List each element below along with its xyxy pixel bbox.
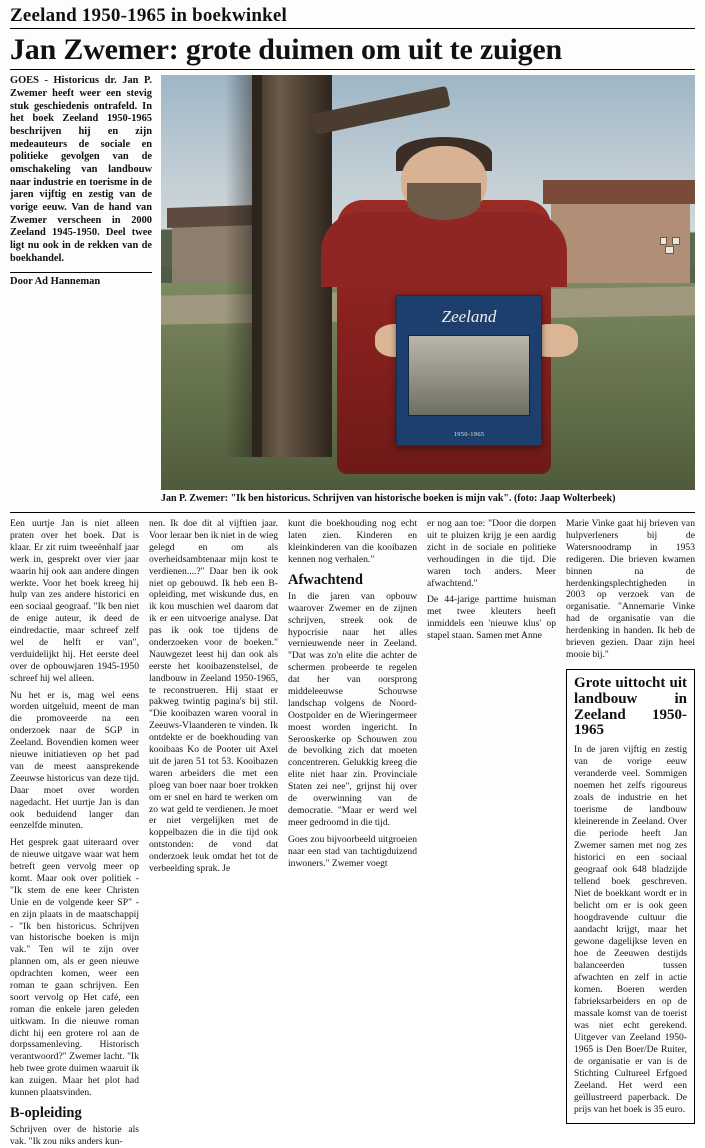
article-body	[10, 512, 695, 1148]
sidebar-box	[566, 669, 695, 1124]
kicker-text: Zeeland 1950-1965 in boekwinkel	[10, 5, 287, 26]
body-column-1	[10, 518, 139, 1148]
book-subtitle-text: 1950-1965	[453, 430, 485, 438]
paragraph: In die jaren van opbouw waarover Zwemer en de zijnen schrijven, streek ook de hypocrisie naar het alles vernieuwende neer in Zeeland. "Dat was zo'n elite die achter de schermen probeerde te regelen dat her van oorsprong middeleeuwse Schouwse landschap volgens de Noord-Oostpolder en de Wieringermeer moest worden ingericht. In Serooskerke op Schouwen zou de bevolking zich dat moeten concentreren. Gelukkig kreeg die elite niet haar zin. Provinciale Staten zei nee", grijnst hij over de overwinning van de democratie. "Maar er werd wel meer gedroomd in die tijd.	[288, 590, 417, 828]
paragraph: Het gesprek gaat uiteraard over de nieuwe uitgave waar wat hem betreft geen vervolg meer op komt. Maar ook over politiek - "Ik stem de ene keer Christen Unie en de volgende keer SP" - en zijn plaats in de maatschappij - "Ik ben historicus. Schrijven van historische boeken is mijn vak." Ten wil te zijn over plannen om, als er geen nieuwe opdrachten komen, weer een roman te gaan schrijven. Een soort vervolg op Het café, een roman die enkele jaren geleden uitkwam. In die nieuwe roman dicht hij een grotere rol aan de dorpssamenleving. Historisch verantwoord?" Zwemer lacht. "Ik heb twee grote duimen waaruit ik kan zuigen. Maar het plot had kunnen plaatsvinden.	[10, 837, 139, 1098]
sidebar-title: Grote uittocht uit landbouw in Zeeland 1950-1965	[574, 674, 687, 739]
photo-window	[660, 237, 668, 245]
paragraph: De 44-jarige parttime huisman met twee kleuters heeft inmiddels een 'nieuwe klus' op stapel staan. Samen met Anne	[427, 594, 556, 642]
photo-subject-shoulders	[321, 212, 567, 287]
photo-caption: Jan P. Zwemer: "Ik ben historicus. Schrijven van historische boeken is mijn vak". (foto: Jaap Wolterbeek)	[161, 493, 616, 505]
article-top-block	[10, 75, 695, 505]
photo-window	[665, 246, 674, 254]
subheading-b-opleiding: B-opleiding	[10, 1104, 82, 1121]
sidebar-text: In de jaren vijftig en zestig van de vorige eeuw veranderde veel. Sommigen noemen het zelfs rigoureus zoals de industrie en het toerisme de landbouw kleinerende in Zeeland. Over die periode heeft Jan Zwemer samen met nog zes historici en een sociaal geograaf ook 648 bladzijde tellend boek geschreven. Niet de boekkant wordt er in belicht om er is ook geen hoogdravende cultuur die aandacht krijgt, maar het gewone dagelijkse leven en hoe de Zeeuwen destijds balanceerden tussen afwachten en zelf in actie komen. Boeren werden fabrieksarbeiders en op de massale komst van de toerist was niet echt gerekend. Uitgever van Zeeland 1950-1965 is Den Boer/De Ruiter, de organisatie er van is de Stichting Cultureel Erfgoed Zeeland. Het werd een geïllustreerd paperback. De prijs van het boek is 35 euro.	[574, 744, 687, 1115]
photo-window	[672, 237, 680, 245]
page-title: Jan Zwemer: grote duimen om uit te zuigen	[10, 32, 563, 66]
body-column-5	[566, 518, 695, 1148]
article-photo	[161, 75, 695, 490]
photo-tree-shadow	[225, 75, 262, 457]
paragraph: nen. Ik doe dit al vijftien jaar. Voor leraar ben ik niet in de wieg gelegd en om als overheidsambtenaar mijn kost te verdienen....?" Daar ben ik ook niet op gebouwd. Ik heb een B-opleiding, met wiskunde dus, en ik kou muschien wel daarom dat ik er een uitvoerige analyse. Dat pas ik ook toe tijdens de onderzoeken voor de boeken." Nauwgezet leest hij dan ook als eerste het kooibazenstelsel, de landbouw in Zeeland 1950-1965, te reconstrueren. Hij staat er pakweg twintig pagina's bij stil. "Die kooibazen waren vooral in Zeeuws-Vlaanderen te vinden. Ik ontdekte er de boekhouding van kooibaas Ko de Pooter uit Axel uit de jaren 51 tot 53. Kooibazen waren arbeiders die met een ploeg van boer naar boer trokken om er snel en hard te werken om zo wat geld te verdienen. Je moet er niet vergelijken met de koppelbazen die in die tijd ook ontstonden: de vond dat onderzoek leuk omdat het tot de verbeelding sprak. Je	[149, 518, 278, 874]
body-column-3	[288, 518, 417, 1148]
paragraph: Marie Vinke gaat hij brieven van hulpverleners bij de Watersnoodramp in 1953 redigeren. Die brieven kwamen binnen na de herdenkingsplechtigheden in 2003 op verzoek van de organisatie. "Annemarie Vinke had de organisatie van die herdenking in handen. Ik heb de brieven gezien. Daar zijn heel mooie bij."	[566, 518, 695, 660]
subheading-afwachtend: Afwachtend	[288, 571, 363, 588]
book-cover-image	[408, 335, 529, 416]
paragraph: kunt die boekhouding nog echt laten zien. Kinderen en kleinkinderen van die kooibazen kennen nog verhalen."	[288, 518, 417, 565]
intro-lead: GOES - Historicus dr. Jan P. Zwemer heeft weer een stevig stuk geschiedenis ontrafeld. In het boek Zeeland 1950-1965 beschrijven hij en zijn medeauteurs de sociale en politieke gevolgen van de omschakeling van landbouw naar industrie en toerisme in de jaren vijftig en zestig van de vorige eeuw. Van de hand van Zwemer verscheen in 2000 Zeeland 1945-1950. Deel twee ligt nu ook in de rekken van de boekhandel.	[10, 75, 152, 264]
body-column-2	[149, 518, 278, 1148]
paragraph: Nu het er is, mag wel eens worden uitgeluid, meent de man die promoveerde na een onderzoek naar de SGP in Zeeland. Bovendien komen weer nieuwe initiatieven op het pad van de meest aansprekende Zeeuwse historicus van deze tijd. Daar moet over worden nagedacht. Het uurtje Jan is dan ook beduidend langer dan eenzelfde minuten.	[10, 689, 139, 832]
intro-column	[10, 75, 152, 505]
paragraph: Schrijven over de historie als vak. "Ik zou niks anders kun-	[10, 1124, 139, 1147]
kicker-bar	[10, 6, 695, 29]
paragraph: Een uurtje Jan is niet alleen praten over het boek. Dat is klaar. Er zit ruim tweeënhalf jaar werk in, gesprekt over vier jaar waarin hij ook aan andere dingen werkte. Voor het boek kreeg hij hulp van zes andere historici en een sociaal geograaf. "Ik ben niet de enige auteur, ik deed de eindredactie, maar schreef zelf wel de helft er van", verduidelijkt hij. Het eerste deel over de opbouwjaren 1945-1950 schreef hij wel alleen.	[10, 518, 139, 684]
byline: Door Ad Hanneman	[10, 272, 152, 287]
paragraph: er nog aan toe: "Door die dorpen uit te pluizen krijg je een aardig zicht in de sociale en politieke verhoudingen in die tijd. Die waren toch anders. Meer afwachtend."	[427, 518, 556, 589]
paragraph: Goes zou bijvoorbeeld uitgroeien naar een stad van tachtigduizend inwoners." Zwemer voegt	[288, 833, 417, 869]
photo-book-cover	[396, 295, 542, 446]
body-column-4	[427, 518, 556, 1148]
photo-column	[161, 75, 695, 505]
book-title-text: Zeeland	[441, 306, 497, 326]
divider-under-headline	[10, 69, 695, 70]
